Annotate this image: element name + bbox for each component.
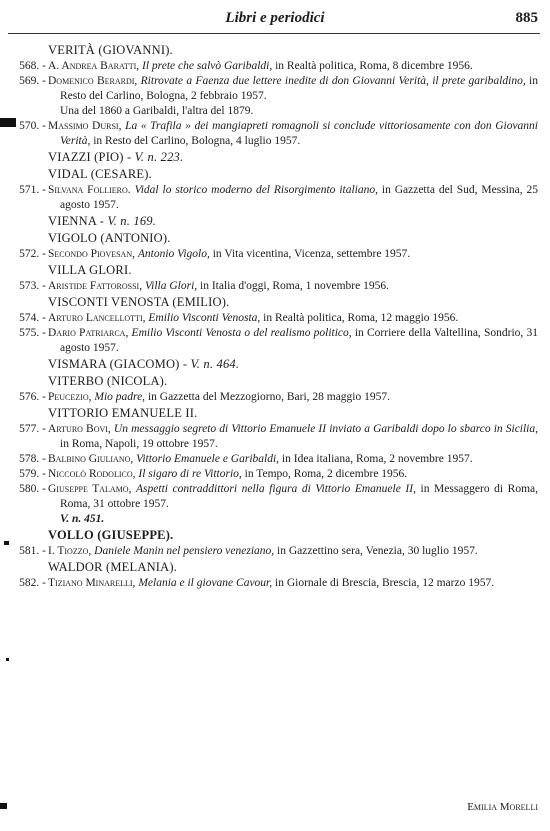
entry-author: A. Andrea Baratti,	[48, 60, 140, 72]
entry-author: Secondo Piovesan,	[48, 248, 135, 260]
entry-body	[48, 467, 550, 482]
cross-reference: - V. n. 464.	[182, 357, 240, 371]
section-heading	[48, 527, 550, 544]
entry-title: Vidal lo storico moderno del Risorgimento italiano,	[134, 184, 378, 196]
entry-title: Villa Glori,	[144, 280, 198, 292]
entry-source: in Giornale di Brescia, Brescia, 12 marzo 1957.	[275, 577, 495, 589]
heading-name: VOLLO (GIUSEPPE).	[48, 528, 174, 542]
bibliography-entry	[0, 279, 550, 294]
heading-name: VISCONTI VENOSTA (EMILIO).	[48, 295, 230, 309]
entry-author: Dario Patriarca,	[48, 327, 129, 339]
entry-author: Tiziano Minarelli,	[48, 577, 136, 589]
entry-source: in Vita vicentina, Vicenza, settembre 1957.	[212, 248, 411, 260]
entry-title: Antonio Vigolo,	[137, 248, 210, 260]
section-heading	[48, 230, 550, 247]
entry-note: V. n. 451.	[60, 513, 105, 525]
entry-author: Peucezio,	[48, 391, 92, 403]
entry-number: 581. -	[19, 545, 46, 557]
entry-source: in Roma, Napoli, 19 ottobre 1957.	[60, 438, 218, 450]
entry-number: 573. -	[19, 280, 46, 292]
entry-author: Domenico Berardi,	[48, 75, 138, 87]
entry-number: 582. -	[19, 577, 46, 589]
entry-author: Arturo Bovi,	[48, 423, 111, 435]
entry-source: in Tempo, Roma, 2 dicembre 1956.	[244, 468, 408, 480]
section-heading	[48, 405, 550, 422]
bibliography-entry	[0, 544, 550, 559]
heading-name: VIAZZI (PIO)	[48, 150, 124, 164]
section-heading	[48, 166, 550, 183]
cross-reference: - V. n. 169.	[99, 214, 157, 228]
entry-title: Melania e il giovane Cavour,	[138, 577, 273, 589]
entry-source: in Italia d'oggi, Roma, 1 novembre 1956.	[200, 280, 389, 292]
entry-author: I. Tiozzo,	[48, 545, 92, 557]
entry-author: Massimo Dursi,	[48, 120, 122, 132]
entry-title: Un messaggio segreto di Vittorio Emanuele II inviato a Garibaldi dopo lo sbarco in Sicilia,	[113, 423, 539, 435]
bibliography-entry	[0, 74, 550, 104]
bibliography-entry	[0, 452, 550, 467]
entry-title: Il sigaro di re Vittorio,	[138, 468, 242, 480]
entry-body	[48, 247, 550, 262]
section-heading	[48, 356, 550, 373]
entry-number: 572. -	[19, 248, 46, 260]
cross-reference: - V. n. 223.	[126, 150, 184, 164]
section-heading	[48, 559, 550, 576]
entry-source: in Resto del Carlino, Bologna, 2 febbraio 1957.	[60, 75, 538, 102]
entry-source: in Gazzettino sera, Venezia, 30 luglio 1957.	[277, 545, 478, 557]
entry-body	[48, 326, 550, 356]
heading-name: VILLA GLORI.	[48, 263, 132, 277]
entry-title: Ritrovate a Faenza due lettere inedite di don Giovanni Verità, il prete garibaldino,	[140, 75, 526, 87]
heading-name: WALDOR (MELANIA).	[48, 560, 178, 574]
entry-body	[48, 183, 550, 213]
entry-body	[48, 390, 550, 405]
section-heading	[48, 262, 550, 279]
section-heading	[48, 294, 550, 311]
margin-mark	[0, 803, 7, 809]
entry-number: 574. -	[19, 312, 46, 324]
bibliography-entry	[0, 119, 550, 149]
author-signature: Emilia Morelli	[467, 801, 538, 813]
entry-source: in Messaggero di Roma, Roma, 31 ottobre 1957.	[60, 483, 538, 510]
header-rule	[8, 33, 540, 34]
entry-number: 580. -	[19, 483, 46, 495]
entry-body	[48, 422, 550, 452]
entry-author: Aristide Fattorossi,	[48, 280, 143, 292]
entry-author: Niccolò Rodolico,	[48, 468, 136, 480]
entry-body	[48, 119, 550, 149]
heading-name: VIGOLO (ANTONIO).	[48, 231, 171, 245]
entry-body	[48, 74, 550, 104]
section-heading	[48, 373, 550, 390]
margin-mark	[0, 118, 16, 127]
bibliography-entry	[0, 482, 550, 512]
entry-body	[48, 544, 550, 559]
entry-author: Balbino Giuliano,	[48, 453, 134, 465]
entry-title: Mio padre,	[94, 391, 146, 403]
entry-title: Daniele Manin nel pensiero veneziano,	[94, 545, 275, 557]
entry-title: La « Trafila » dei mangiapreti romagnoli si conclude vittoriosamente con don Giovanni Verità,	[60, 120, 538, 147]
heading-name: VITTORIO EMANUELE II.	[48, 406, 198, 420]
entry-author: Arturo Lancellotti,	[48, 312, 146, 324]
entry-source: in Resto del Carlino, Bologna, 4 luglio 1957.	[93, 135, 301, 147]
entry-source: in Realtà politica, Roma, 12 maggio 1956.	[263, 312, 459, 324]
entry-body	[48, 576, 550, 591]
section-heading	[48, 213, 550, 230]
entry-author: Giuseppe Talamo,	[48, 483, 132, 495]
entry-number: 578. -	[19, 453, 46, 465]
entry-number: 579. -	[19, 468, 46, 480]
heading-name: VITERBO (NICOLA).	[48, 374, 168, 388]
running-title: Libri e periodici	[225, 10, 325, 26]
bibliography-entry	[0, 467, 550, 482]
bibliography-entry	[0, 390, 550, 405]
margin-mark	[6, 658, 9, 661]
entry-number: 568. -	[19, 60, 46, 72]
entry-source: in Gazzetta del Sud, Messina, 25 agosto 1957.	[60, 184, 539, 211]
entry-number: 575. -	[19, 327, 46, 339]
entry-source: in Corriere della Valtellina, Sondrio, 31 agosto 1957.	[60, 327, 538, 354]
bibliography-entry	[0, 59, 550, 74]
entry-source: in Realtà politica, Roma, 8 dicembre 1956.	[275, 60, 473, 72]
heading-name: VERITÀ (GIOVANNI).	[48, 43, 173, 57]
entry-number: 571. -	[19, 184, 46, 196]
page-number: 885	[515, 10, 538, 26]
margin-mark	[4, 541, 9, 545]
entry-number: 569. -	[19, 75, 46, 87]
entry-author: Silvana Folliero.	[48, 184, 131, 196]
bibliography-entry	[0, 326, 550, 356]
section-heading	[48, 149, 550, 166]
entry-title: Aspetti contraddittori nella figura di Vittorio Emanuele II,	[136, 483, 416, 495]
entry-body	[48, 482, 550, 512]
bibliography-list	[0, 42, 550, 591]
entry-title: Vittorio Emanuele e Garibaldi,	[136, 453, 280, 465]
entry-number: 577. -	[19, 423, 46, 435]
entry-title: Emilio Visconti Venosta o del realismo politico,	[131, 327, 352, 339]
bibliography-entry	[0, 311, 550, 326]
entry-source: in Gazzetta del Mezzogiorno, Bari, 28 maggio 1957.	[147, 391, 391, 403]
entry-body	[48, 279, 550, 294]
section-heading	[48, 42, 550, 59]
entry-title: Il prete che salvò Garibaldi,	[142, 60, 273, 72]
bibliography-entry	[0, 576, 550, 591]
heading-name: VIDAL (CESARE).	[48, 167, 152, 181]
entry-number: 576. -	[19, 391, 46, 403]
entry-source: in Idea italiana, Roma, 2 novembre 1957.	[281, 453, 473, 465]
bibliography-entry	[0, 422, 550, 452]
heading-name: VISMARA (GIACOMO)	[48, 357, 180, 371]
heading-name: VIENNA	[48, 214, 97, 228]
page-header	[0, 0, 550, 34]
entry-number: 570. -	[19, 120, 46, 132]
entry-body	[48, 311, 550, 326]
entry-body	[48, 59, 550, 74]
bibliography-entry	[0, 247, 550, 262]
entry-note: Una del 1860 a Garibaldi, l'altra del 1879.	[60, 105, 254, 117]
entry-body	[48, 452, 550, 467]
bibliography-entry	[0, 183, 550, 213]
entry-title: Emilio Visconti Venosta,	[148, 312, 261, 324]
